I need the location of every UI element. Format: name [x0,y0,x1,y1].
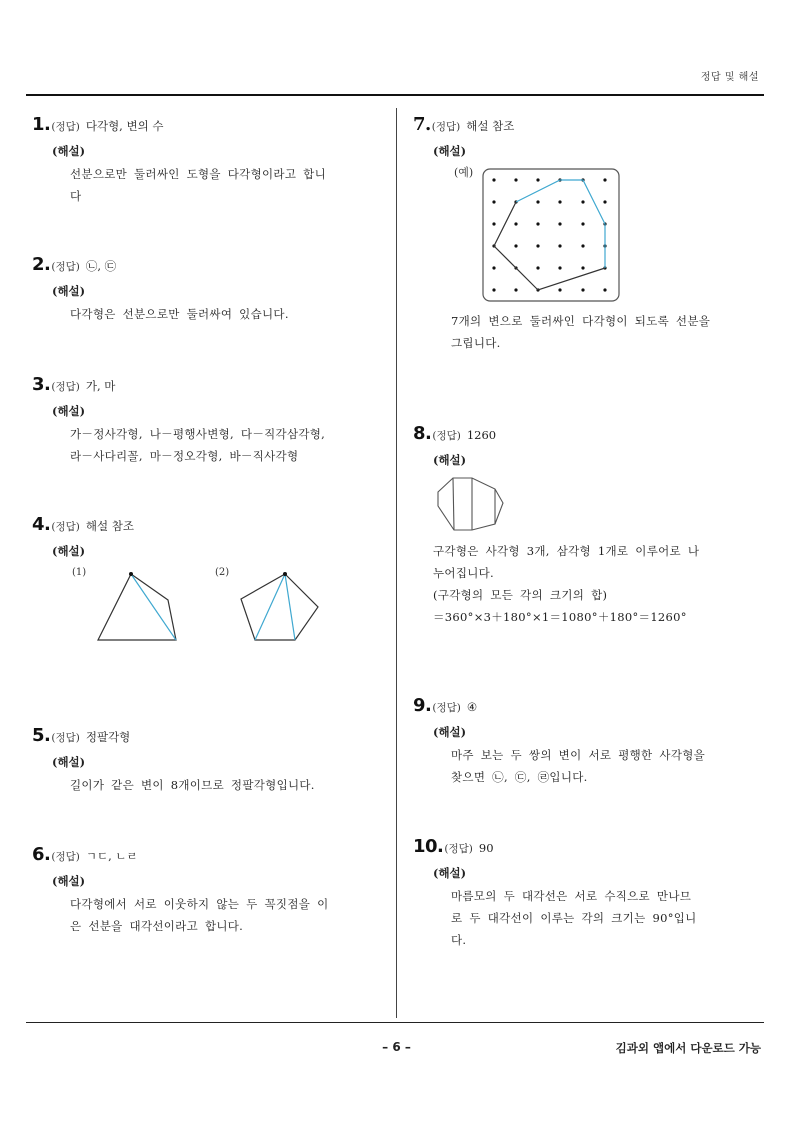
explanation-text [70,163,382,207]
explanation-text [70,893,382,937]
answer-text: ㉡, ㉢ [85,259,117,273]
nonagon-divided-figure [434,474,526,534]
question-number: 3. [32,374,51,395]
text-line: 7개의 변으로 둘러싸인 다각형이 되도록 선분을 [451,314,711,328]
explanation-text [451,885,763,951]
question-1 [32,114,382,207]
explanation-label: (해설) [433,144,467,158]
explanation-label: (해설) [52,144,86,158]
question-5 [32,725,382,796]
explanation-label: (해설) [52,874,86,888]
answer-text: ④ [466,700,478,714]
answer-label: (정답) [444,843,473,855]
answer-label: (정답) [51,851,80,863]
answer-label: (정답) [51,732,80,744]
answer-label: (정답) [51,121,80,133]
explanation-label: (해설) [52,544,86,558]
answer-text: 정팔각형 [85,730,131,744]
explanation-text [451,310,763,354]
question-number: 7. [413,114,431,135]
question-7 [413,114,763,159]
answer-text: ㄱㄷ, ㄴㄹ [85,849,138,863]
text-line: 찾으면 ㉡, ㉢, ㉣입니다. [451,770,588,784]
explanation-label: (해설) [52,284,86,298]
text-line: 구각형은 사각형 3개, 삼각형 1개로 이루어로 나 [433,544,700,558]
question-number: 1. [32,114,51,135]
explanation-text [70,303,382,325]
answer-label: (정답) [431,121,461,133]
figure-label-1: (1) [72,567,87,578]
dot-grid-polygon-figure [482,168,620,302]
text-line: 마주 보는 두 쌍의 변이 서로 평행한 사각형을 [451,748,706,762]
question-number: 5. [32,725,51,746]
explanation-text [433,540,763,628]
text-line: 누어집니다. [433,566,494,580]
quadrilateral-diagonal-figure [90,566,190,646]
answer-label: (정답) [432,702,461,714]
question-7-explanation [413,306,763,354]
answer-label: (정답) [432,430,461,442]
footer-rule [26,1022,764,1023]
explanation-label: (해설) [433,453,467,467]
question-6 [32,844,382,937]
answer-label: (정답) [51,261,80,273]
question-number: 2. [32,254,51,275]
explanation-label: (해설) [52,404,86,418]
page-number: – 6 – [382,1040,411,1054]
question-number: 6. [32,844,51,865]
explanation-text [70,774,382,796]
text-line: 가－정사각형, 나－평행사변형, 다－직각삼각형, [70,427,326,441]
figure-label-2: (2) [215,567,230,578]
text-line: 마름모의 두 대각선은 서로 수직으로 만나므 [451,889,692,903]
text-line: 다. [451,933,467,947]
text-line: 다각형에서 서로 이웃하지 않는 두 꼭짓점을 이 [70,897,329,911]
text-line: (구각형의 모든 각의 크기의 합) [433,588,608,602]
question-8 [413,423,763,468]
question-8-explanation [413,536,763,628]
column-divider [396,108,397,1018]
text-line: 로 두 대각선이 이루는 각의 크기는 90°입니 [451,911,697,925]
example-label: (예) [454,166,474,179]
explanation-text [70,423,382,467]
answer-label: (정답) [51,381,80,393]
explanation-label: (해설) [52,755,86,769]
answer-text: 해설 참조 [85,519,134,533]
answer-text: 90 [478,841,494,855]
question-10 [413,836,763,951]
question-number: 8. [413,423,432,444]
explanation-label: (해설) [433,725,467,739]
pentagon-diagonal-figure [235,566,330,646]
text-line: ＝360°×3＋180°×1＝1080°＋180°＝1260° [433,610,687,624]
explanation-text [451,744,763,788]
text-line: 그립니다. [451,336,501,350]
question-number: 4. [32,514,51,535]
answer-text: 1260 [466,428,497,442]
explanation-label: (해설) [433,866,467,880]
header-rule [26,94,764,96]
text-line: 다각형은 선분으로만 둘러싸여 있습니다. [70,307,289,321]
question-number: 10. [413,836,444,857]
text-line: 다 [70,189,82,203]
question-number: 9. [413,695,432,716]
answer-label: (정답) [51,521,80,533]
answer-text: 다각형, 변의 수 [85,119,164,133]
text-line: 라－사다리꼴, 마－정오각형, 바－직사각형 [70,449,299,463]
text-line: 길이가 같은 변이 8개이므로 정팔각형입니다. [70,778,315,792]
question-2 [32,254,382,325]
text-line: 은 선분을 대각선이라고 합니다. [70,919,244,933]
question-9 [413,695,763,788]
answer-text: 가, 마 [85,379,116,393]
question-3 [32,374,382,467]
text-line: 선분으로만 둘러싸인 도형을 다각형이라고 합니 [70,167,326,181]
answer-text: 해설 참조 [466,119,515,133]
footer-note: 김과외 앱에서 다운로드 가능 [615,1041,761,1055]
header-title: 정답 및 해설 [700,72,759,83]
